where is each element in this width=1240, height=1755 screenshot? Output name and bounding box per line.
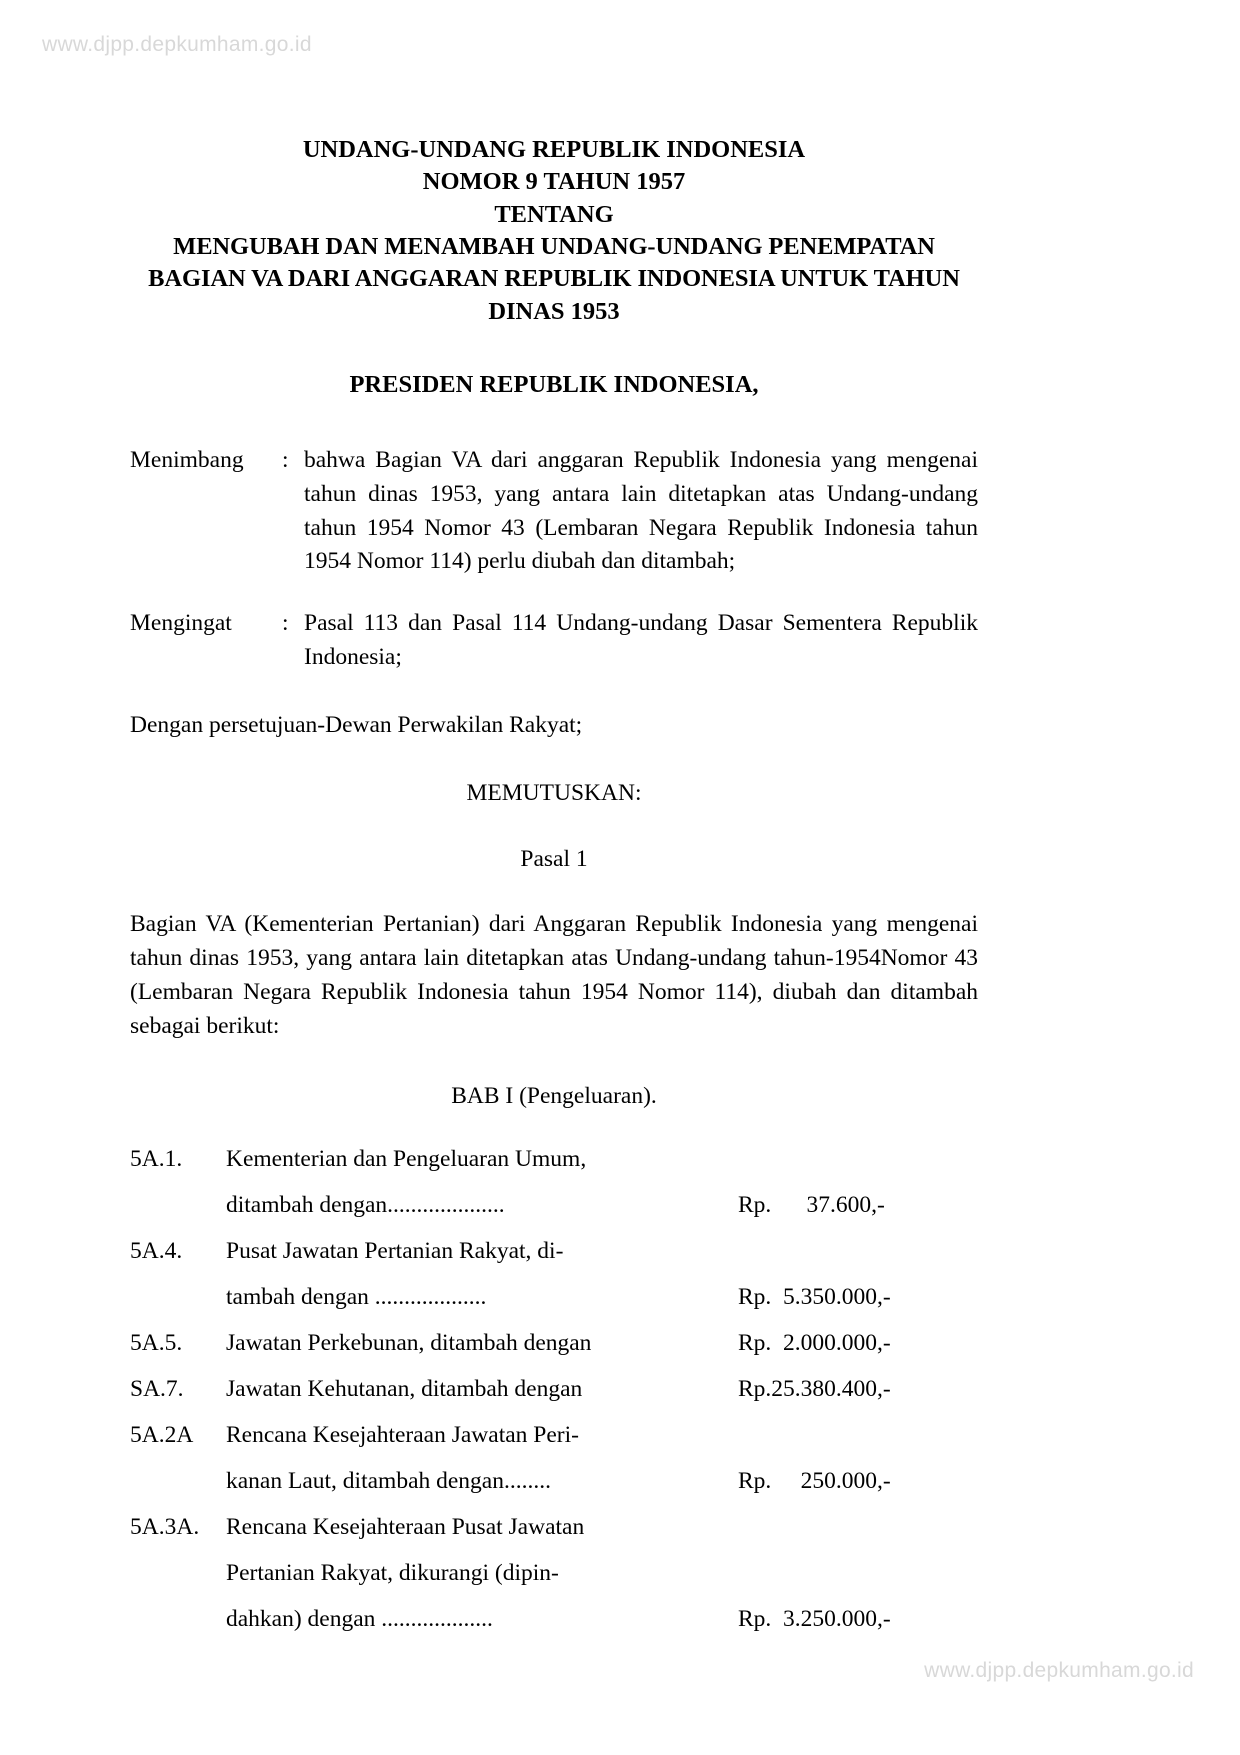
budget-description: Jawatan Kehutanan, ditambah dengan — [226, 1375, 583, 1402]
presiden-heading: PRESIDEN REPUBLIK INDONESIA, — [349, 370, 759, 398]
title-line-4: MENGUBAH DAN MENAMBAH UNDANG-UNDANG PENEMPATAN — [173, 232, 935, 260]
pasal-body-paragraph: Bagian VA (Kementerian Pertanian) dari Anggaran Republik Indonesia yang mengenai tahun dinas 1953, yang antara lain ditetapkan atas Undang-undang tahun-1954Nomor 43 (Lembaran Negara Republik Indonesia tahun 1954 Nomor 114), diubah dan ditambah sebagai berikut: — [130, 911, 978, 1039]
budget-row — [130, 1559, 978, 1608]
budget-description: ditambah dengan.................... — [226, 1191, 505, 1218]
considerans-text-mengingat: Pasal 113 dan Pasal 114 Undang-undang Dasar Sementera Republik Indonesia; — [304, 610, 978, 671]
budget-code: 5A.5. — [130, 1329, 183, 1356]
budget-list — [130, 1145, 978, 1654]
budget-row — [130, 1283, 978, 1332]
title-line-5: BAGIAN VA DARI ANGGARAN REPUBLIK INDONESIA UNTUK TAHUN — [148, 265, 960, 293]
budget-row — [130, 1329, 978, 1378]
bab-heading: BAB I (Pengeluaran). — [451, 1082, 657, 1109]
pasal-heading: Pasal 1 — [520, 845, 588, 872]
budget-description: Pusat Jawatan Pertanian Rakyat, di- — [226, 1237, 564, 1264]
considerans-row-menimbang — [130, 444, 978, 579]
considerans-block — [130, 444, 978, 675]
budget-row — [130, 1513, 978, 1562]
budget-amount: Rp. 5.350.000,- — [738, 1283, 891, 1310]
budget-amount: Rp. 3.250.000,- — [738, 1605, 891, 1632]
considerans-label-menimbang: Menimbang — [130, 446, 244, 473]
budget-row — [130, 1237, 978, 1286]
budget-description: dahkan) dengan ................... — [226, 1605, 493, 1632]
budget-code: SA.7. — [130, 1375, 184, 1402]
title-line-6: DINAS 1953 — [488, 297, 620, 325]
budget-description: tambah dengan ................... — [226, 1283, 487, 1310]
budget-code: 5A.2A — [130, 1421, 194, 1448]
title-line-3: TENTANG — [494, 200, 614, 228]
budget-description: Rencana Kesejahteraan Jawatan Peri- — [226, 1421, 579, 1448]
budget-amount: Rp. 37.600,- — [738, 1191, 885, 1218]
budget-description: kanan Laut, ditambah dengan........ — [226, 1467, 551, 1494]
title-line-2: NOMOR 9 TAHUN 1957 — [422, 168, 686, 196]
budget-description: Rencana Kesejahteraan Pusat Jawatan — [226, 1513, 585, 1540]
budget-row — [130, 1421, 978, 1470]
budget-row — [130, 1375, 978, 1424]
considerans-colon-menimbang: : — [282, 446, 289, 473]
budget-amount: Rp.25.380.400,- — [738, 1375, 891, 1402]
considerans-text-menimbang: bahwa Bagian VA dari anggaran Republik Indonesia yang mengenai tahun dinas 1953, yang antara lain ditetapkan atas Undang-undang tahun 1954 Nomor 43 (Lembaran Negara Republik Indonesia tahun 1954 Nomor 114) perlu diubah dan ditambah; — [304, 446, 978, 575]
budget-amount: Rp. 250.000,- — [738, 1467, 891, 1494]
budget-row — [130, 1605, 978, 1654]
budget-row — [130, 1191, 978, 1240]
budget-code: 5A.4. — [130, 1237, 183, 1264]
budget-code: 5A.1. — [130, 1145, 183, 1172]
budget-description: Kementerian dan Pengeluaran Umum, — [226, 1145, 587, 1172]
budget-description: Jawatan Perkebunan, ditambah dengan — [226, 1329, 592, 1356]
memutuskan-heading: MEMUTUSKAN: — [466, 779, 642, 806]
budget-description: Pertanian Rakyat, dikurangi (dipin- — [226, 1559, 559, 1586]
dpr-approval-line: Dengan persetujuan-Dewan Perwakilan Rakyat; — [130, 711, 583, 738]
budget-amount: Rp. 2.000.000,- — [738, 1329, 891, 1356]
watermark-top: www.djpp.depkumham.go.id — [42, 33, 312, 56]
budget-row — [130, 1467, 978, 1516]
document-title — [130, 134, 978, 328]
document-page — [130, 0, 978, 1654]
considerans-row-mengingat — [130, 607, 978, 675]
title-line-1: UNDANG-UNDANG REPUBLIK INDONESIA — [302, 136, 806, 163]
considerans-colon-mengingat: : — [282, 610, 289, 637]
considerans-label-mengingat: Mengingat — [130, 610, 232, 637]
budget-row — [130, 1145, 978, 1194]
budget-code: 5A.3A. — [130, 1513, 200, 1540]
watermark-bottom: www.djpp.depkumham.go.id — [924, 1659, 1194, 1682]
